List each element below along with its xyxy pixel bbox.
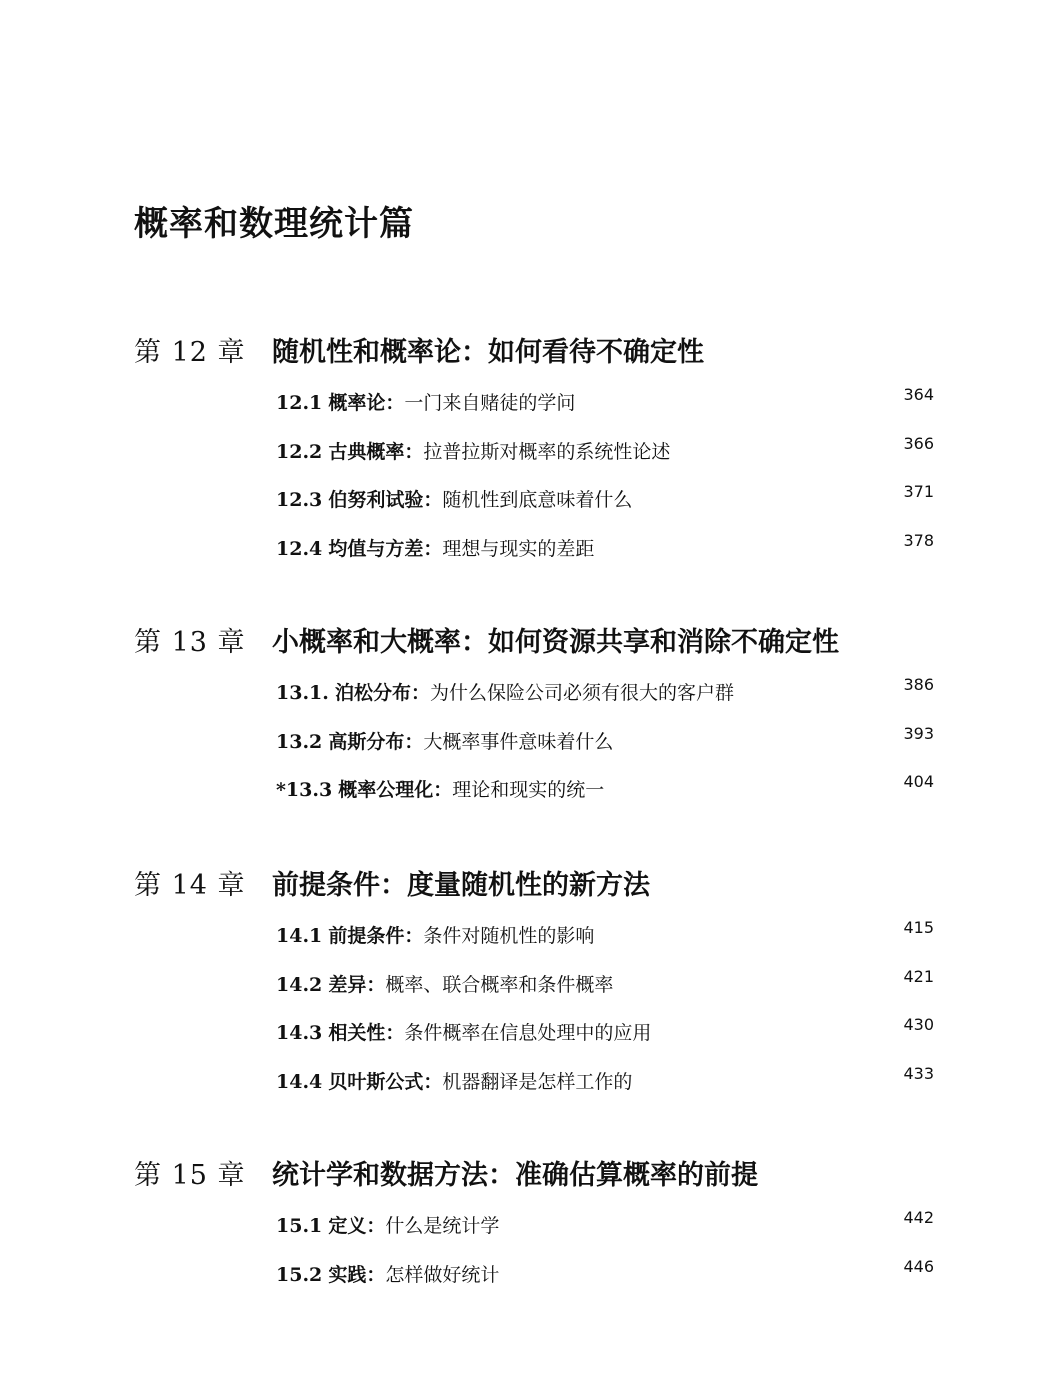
page-number: 415	[903, 918, 934, 937]
section-list	[134, 1208, 954, 1308]
section-keyword: 贝叶斯公式：	[328, 1070, 443, 1093]
section-keyword: 前提条件：	[328, 925, 424, 947]
toc-entry[interactable]	[134, 530, 954, 583]
chapter-title: 统计学和数据方法：准确估算概率的前提	[272, 1160, 758, 1191]
chapter-14	[134, 863, 954, 1115]
chapter-number: 第 12 章	[134, 337, 246, 368]
page-number: 430	[903, 1015, 934, 1034]
chapter-heading	[134, 620, 954, 660]
section-keyword: 概率公理化：	[338, 779, 453, 801]
section-keyword: 实践：	[328, 1263, 386, 1286]
page-number: 366	[903, 433, 934, 453]
chapter-number: 第 15 章	[134, 1160, 246, 1191]
page-number: 446	[903, 1256, 934, 1276]
section-subtitle: 理想与现实的差距	[442, 537, 595, 560]
section-keyword: 均值与方差：	[328, 537, 443, 560]
section-keyword: 泊松分布：	[334, 682, 430, 704]
section-keyword: 差异：	[328, 973, 386, 996]
section-number: 12.3	[276, 489, 323, 511]
section-keyword: 定义：	[328, 1215, 386, 1237]
section-number: 12.4	[276, 537, 323, 560]
toc-entry[interactable]	[134, 918, 954, 970]
page-number: 404	[903, 772, 934, 791]
section-number: 15.2	[276, 1263, 323, 1286]
section-subtitle: 为什么保险公司必须有很大的客户群	[429, 682, 734, 704]
section-number: 12.1	[276, 392, 323, 414]
section-subtitle: 随机性到底意味着什么	[442, 489, 633, 511]
section-subtitle: 机器翻译是怎样工作的	[442, 1070, 633, 1093]
toc-entry[interactable]	[134, 772, 954, 824]
toc-entry[interactable]	[134, 723, 954, 776]
section-subtitle: 拉普拉斯对概率的系统性论述	[423, 440, 671, 463]
section-keyword: 概率论：	[328, 392, 405, 414]
toc-entry[interactable]	[134, 385, 954, 437]
chapter-title: 小概率和大概率：如何资源共享和消除不确定性	[272, 627, 839, 658]
chapter-13	[134, 620, 954, 824]
toc-entry[interactable]	[134, 1015, 954, 1067]
section-keyword: 伯努利试验：	[328, 489, 443, 511]
section-number: *13.3	[276, 779, 333, 801]
section-subtitle: 大概率事件意味着什么	[423, 730, 614, 753]
chapter-12	[134, 330, 954, 582]
toc-entry[interactable]	[134, 966, 954, 1019]
section-number: 14.2	[276, 973, 323, 996]
section-subtitle: 什么是统计学	[385, 1215, 500, 1237]
page-number: 421	[903, 966, 934, 986]
section-keyword: 相关性：	[328, 1022, 405, 1044]
section-number: 15.1	[276, 1215, 323, 1237]
section-number: 14.4	[276, 1070, 323, 1093]
toc-entry[interactable]	[134, 675, 954, 727]
chapter-15	[134, 1153, 954, 1308]
section-number: 14.3	[276, 1022, 323, 1044]
page-number: 386	[903, 675, 934, 694]
section-list	[134, 918, 954, 1115]
toc-entry[interactable]	[134, 1208, 954, 1260]
page-number: 433	[903, 1063, 934, 1083]
section-subtitle: 条件对随机性的影响	[423, 925, 595, 947]
section-subtitle: 条件概率在信息处理中的应用	[404, 1022, 652, 1044]
section-subtitle: 概率、联合概率和条件概率	[385, 973, 614, 996]
toc-entry[interactable]	[134, 482, 954, 534]
section-keyword: 古典概率：	[328, 440, 424, 463]
section-number: 14.1	[276, 925, 323, 947]
page-number: 442	[903, 1208, 934, 1227]
section-subtitle: 理论和现实的统一	[452, 779, 605, 801]
toc-entry[interactable]	[134, 433, 954, 486]
page-number: 378	[903, 530, 934, 550]
chapter-heading	[134, 1153, 954, 1193]
chapter-title: 随机性和概率论：如何看待不确定性	[272, 337, 704, 368]
section-subtitle: 怎样做好统计	[385, 1263, 500, 1286]
section-number: 12.2	[276, 440, 323, 463]
chapter-heading	[134, 330, 954, 370]
chapter-number: 第 14 章	[134, 870, 246, 901]
chapter-number: 第 13 章	[134, 627, 246, 658]
section-list	[134, 675, 954, 824]
part-title: 概率和数理统计篇	[134, 204, 414, 244]
section-number: 13.1.	[276, 682, 329, 704]
chapter-title: 前提条件：度量随机性的新方法	[272, 870, 650, 901]
page-number: 364	[903, 385, 934, 404]
page-number: 393	[903, 723, 934, 743]
section-number: 13.2	[276, 730, 323, 753]
chapter-heading	[134, 863, 954, 903]
toc-entry[interactable]	[134, 1256, 954, 1309]
section-subtitle: 一门来自赌徒的学问	[404, 392, 576, 414]
section-keyword: 高斯分布：	[328, 730, 424, 753]
page-number: 371	[903, 482, 934, 501]
section-list	[134, 385, 954, 582]
toc-entry[interactable]	[134, 1063, 954, 1116]
